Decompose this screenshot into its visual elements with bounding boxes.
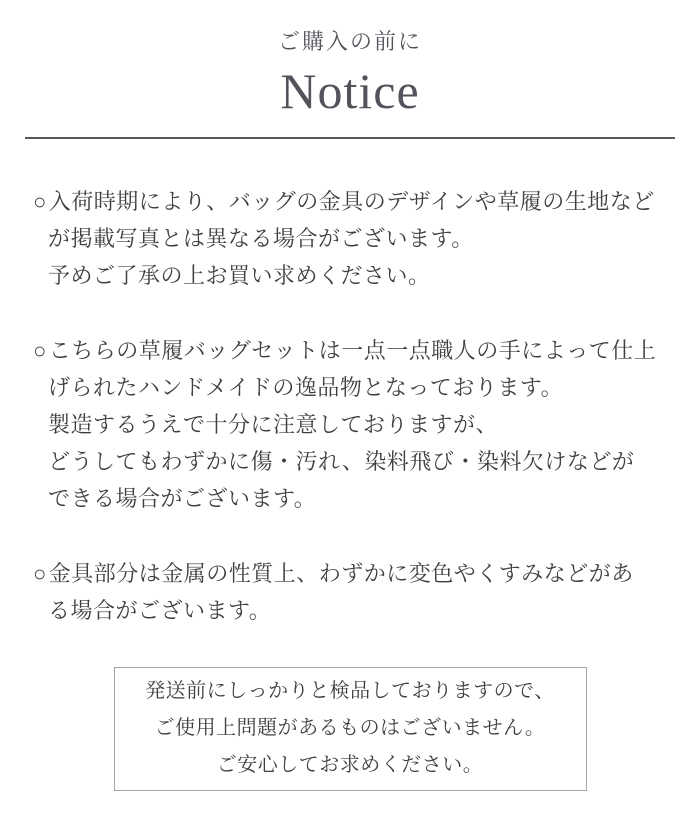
notice-line: 製造するうえで十分に注意しておりますが、 (48, 412, 499, 437)
page-title: Notice (280, 63, 420, 119)
circle-bullet-marker: ○ (33, 189, 47, 214)
notice-line-text: 金具部分は金属の性質上、わずかに変色やくすみなどがあ (48, 561, 634, 586)
notice-item (33, 555, 670, 629)
notice-line: どうしてもわずかに傷・汚れ、染料飛び・染料欠けなどが (48, 449, 635, 474)
notice-line: 予めご了承の上お買い求めください。 (48, 263, 431, 288)
assurance-line: ご安心してお求めください。 (216, 754, 484, 776)
circle-bullet-marker: ○ (33, 561, 47, 586)
circle-bullet-marker: ○ (33, 338, 47, 363)
notice-line (33, 332, 670, 369)
notice-line (33, 555, 670, 592)
notice-line: できる場合がございます。 (48, 486, 317, 511)
header-subtitle: ご購入の前に (277, 29, 422, 54)
notice-line (33, 183, 670, 220)
notice-item (33, 183, 670, 294)
notice-line: る場合がございます。 (48, 598, 272, 623)
notice-line: が掲載写真とは異なる場合がございます。 (48, 226, 474, 251)
notice-line: げられたハンドメイドの逸品物となっております。 (48, 375, 564, 400)
notice-item (33, 332, 670, 517)
notice-line-text: 入荷時期により、バッグの金具のデザインや草履の生地など (48, 189, 655, 214)
notice-list (0, 139, 700, 629)
header (0, 0, 700, 119)
assurance-line: 発送前にしっかりと検品しておりますので、 (145, 680, 555, 702)
assurance-line: ご使用上問題があるものはございません。 (154, 717, 546, 739)
assurance-box (114, 667, 587, 791)
notice-line-text: こちらの草履バッグセットは一点一点職人の手によって仕上 (48, 338, 657, 363)
